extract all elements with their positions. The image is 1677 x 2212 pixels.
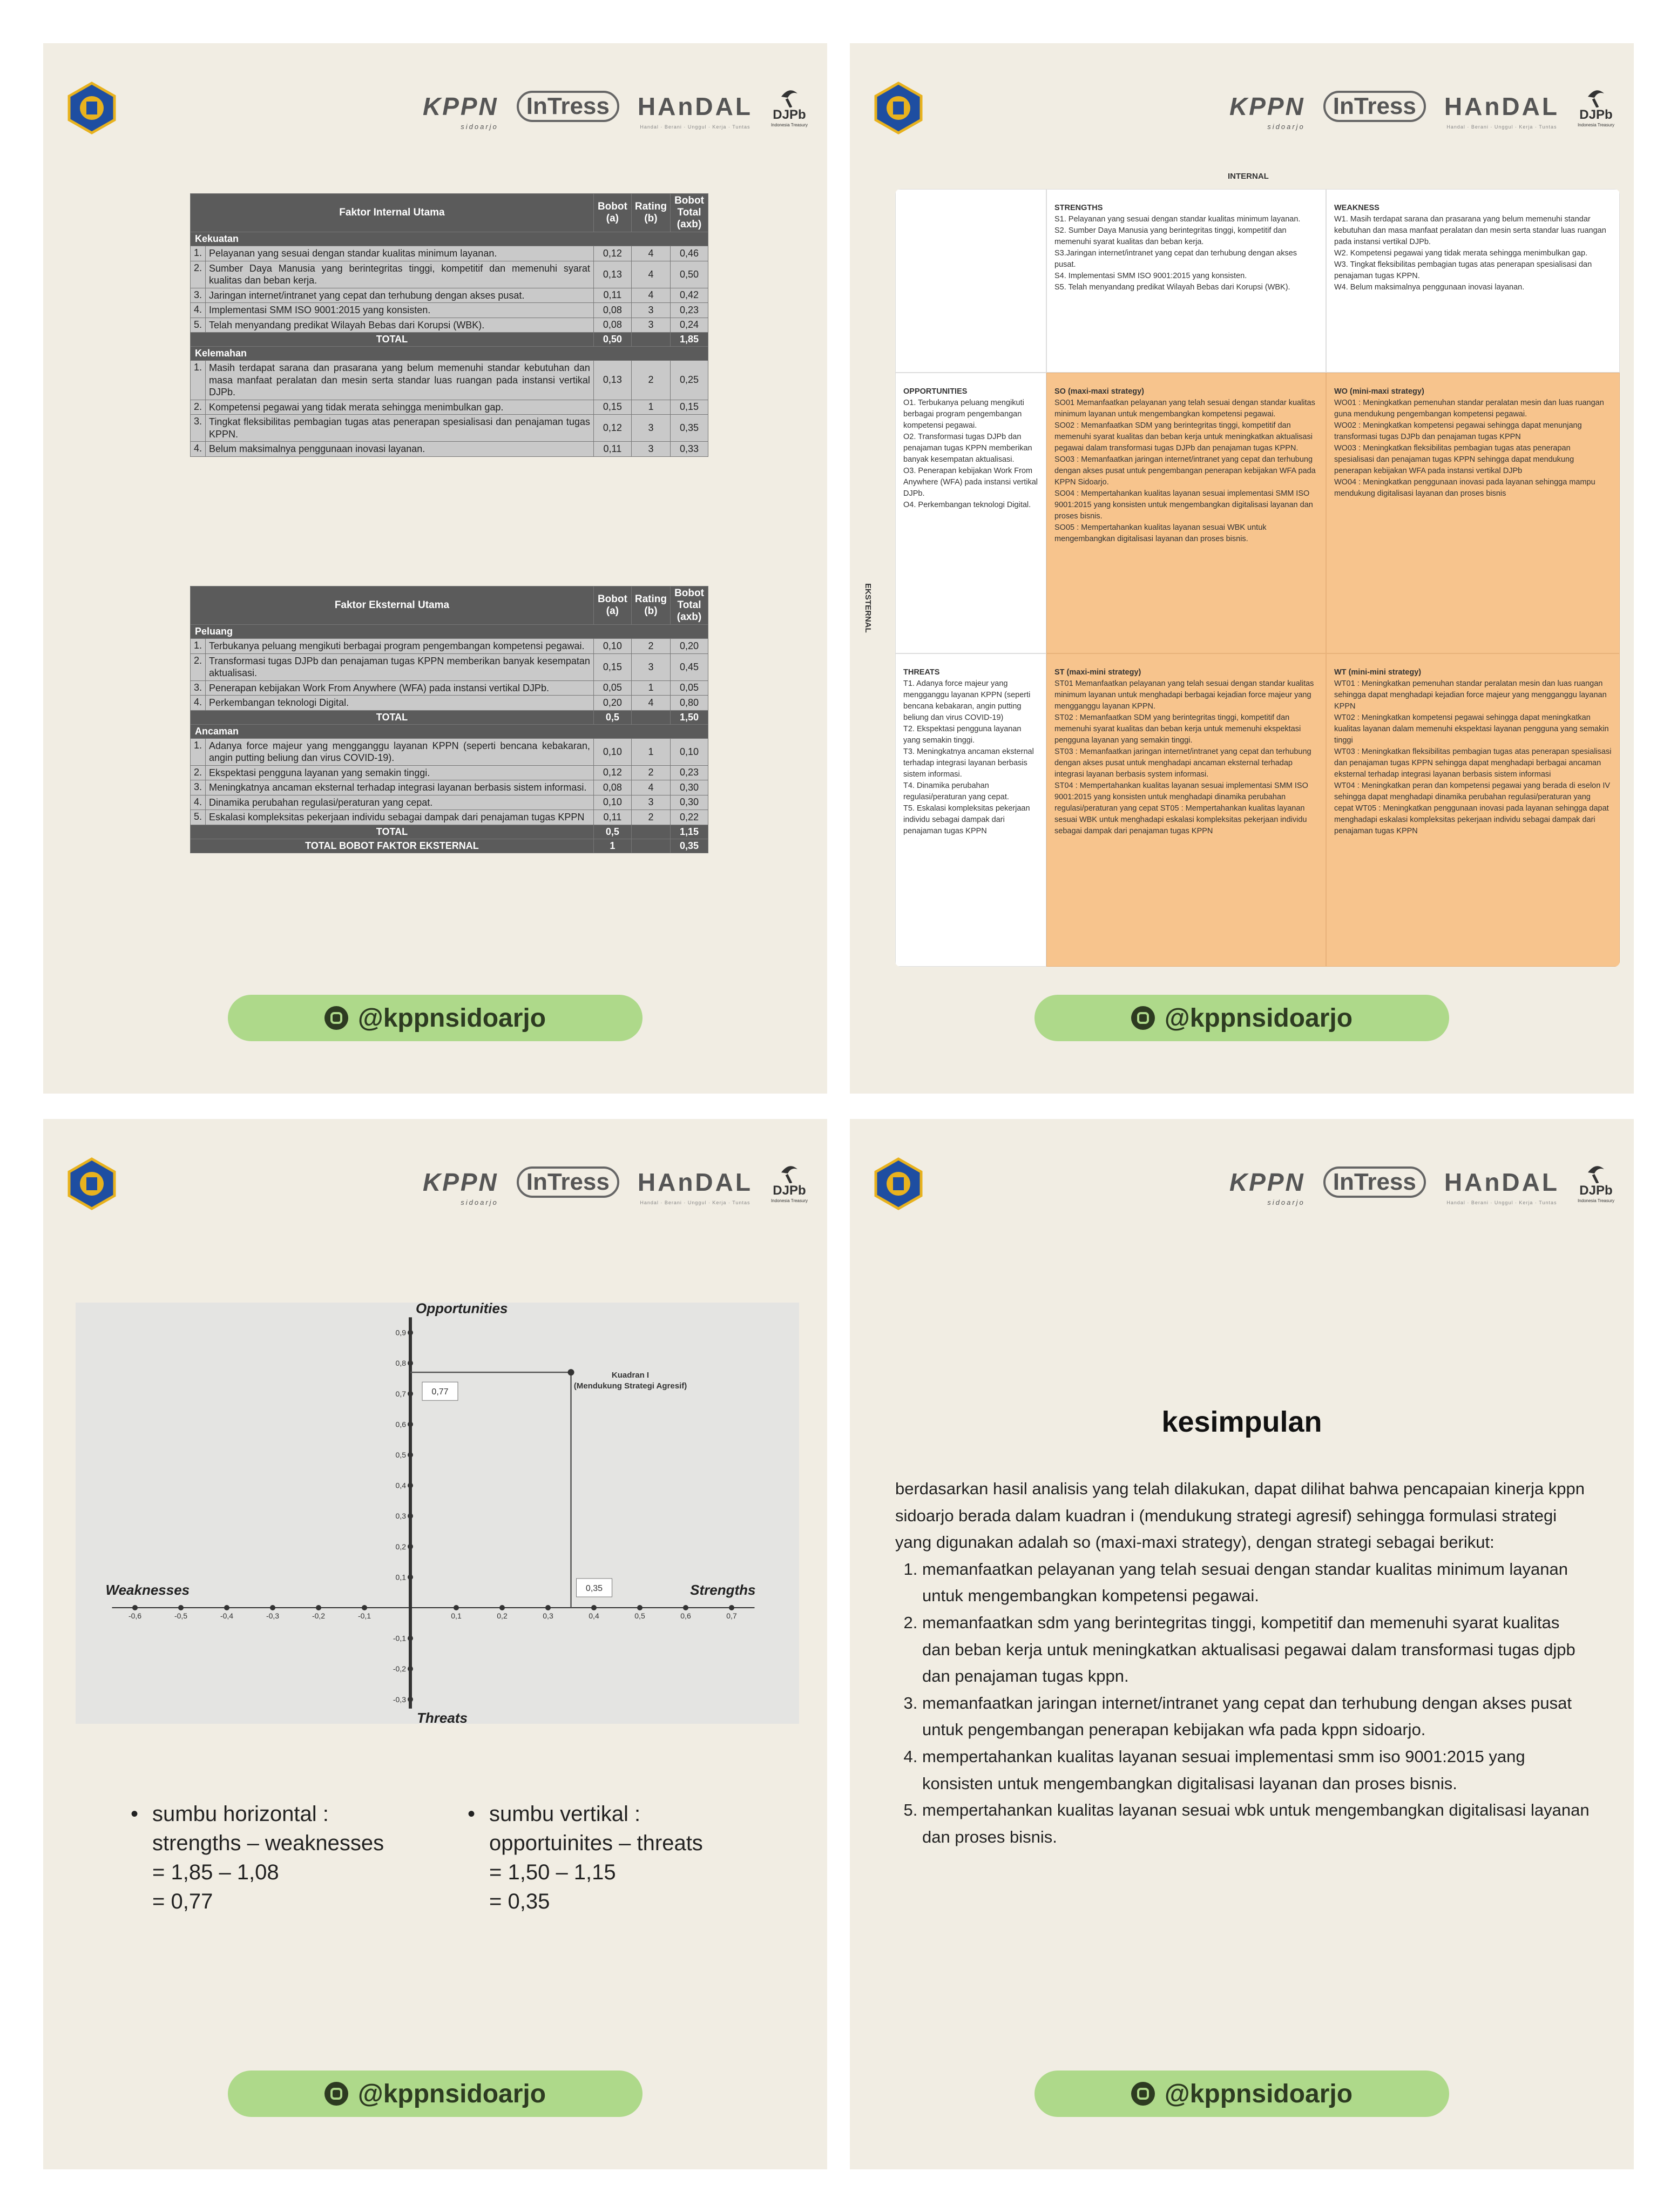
table-header: Bobot Total (axb) — [671, 586, 708, 625]
rating-cell: 1 — [631, 738, 670, 765]
factor-text: Penerapan kebijakan Work From Anywhere (WFA) pada instansi vertikal DJPb. — [206, 680, 594, 696]
row-number: 1. — [191, 246, 206, 261]
weight-cell: 0,12 — [593, 765, 631, 780]
row-number: 1. — [191, 361, 206, 400]
slide-swot-diagram — [43, 1119, 827, 2169]
row-number: 2. — [191, 653, 206, 680]
factor-text: Eskalasi kompleksitas pekerjaan individu sebagai dampak dari penajaman tugas KPPN — [206, 810, 594, 825]
djpb-logo: DJPb Indonesia Treasury — [771, 86, 808, 127]
intress-logo: InTress — [1323, 1166, 1426, 1198]
rating-cell: 4 — [631, 246, 670, 261]
instagram-handle: @kppnsidoarjo — [357, 2079, 546, 2108]
instagram-handle: @kppnsidoarjo — [357, 1003, 546, 1033]
factor-text: Tingkat fleksibilitas pembagian tugas atas penerapan spesialisasi dan penajaman tugas KPPN. — [206, 415, 594, 442]
weight-cell: 0,15 — [593, 653, 631, 680]
data-point — [568, 1369, 574, 1375]
handal-logo: HAnDAL Handal · Berani · Unggul · Kerja · Tuntas — [637, 1168, 753, 1205]
weight-cell: 0,10 — [593, 738, 631, 765]
row-number: 3. — [191, 415, 206, 442]
kppn-logo: KPPN sidoarjo — [1229, 92, 1305, 131]
y-tick-mark — [408, 1544, 413, 1549]
vertical-axis-bullet — [468, 1799, 703, 1916]
conclusion-title: kesimpulan — [1161, 1406, 1322, 1438]
bullet-dot-icon: • — [468, 1802, 476, 1826]
list-item: 5. mempertahankan kualitas layanan sesuai wbk untuk mengembangkan digitalisasi layanan dan proses bisnis. — [922, 1797, 1592, 1850]
total-row — [191, 333, 708, 347]
slide-swot-matrix — [850, 43, 1634, 1094]
table-row — [191, 303, 708, 318]
y-tick-mark — [408, 1391, 413, 1397]
row-number: 5. — [191, 810, 206, 825]
rating-cell: 3 — [631, 415, 670, 442]
rating-cell: 4 — [631, 288, 670, 303]
factor-text: Implementasi SMM ISO 9001:2015 yang konsisten. — [206, 303, 594, 318]
bullet-line: strengths – weaknesses — [152, 1831, 384, 1855]
instagram-handle-badge[interactable] — [228, 995, 643, 1041]
x-tick-label: -0,6 — [128, 1611, 142, 1620]
weighted-score-cell: 0,10 — [671, 738, 708, 765]
instagram-handle-badge[interactable] — [1034, 995, 1449, 1041]
rating-cell: 3 — [631, 795, 670, 810]
conclusion-intro: berdasarkan hasil analisis yang telah dilakukan, dapat dilihat bahwa pencapaian kinerja kppn sidoarjo berada dalam kuadran i (mendukung strategi agresif) sehingga formulasi strategi yang digunakan adalah so (maxi-maxi strategy), dengan strategi sebagai berikut: — [895, 1479, 1585, 1552]
intress-logo: InTress — [517, 91, 619, 122]
y-tick-label: 0,9 — [395, 1328, 406, 1337]
total-weight: 0,50 — [593, 333, 631, 347]
y-tick-mark — [408, 1513, 413, 1519]
list-item: 3. memanfaatkan jaringan internet/intranet yang cepat dan terhubung dengan akses pusat untuk pengembangan penerapan kebijakan wfa pada kppn sidoarjo. — [922, 1690, 1592, 1743]
partner-logos — [1229, 77, 1614, 136]
rating-cell: 3 — [631, 653, 670, 680]
intress-logo: InTress — [1323, 91, 1426, 122]
table-row — [191, 765, 708, 780]
slide-conclusion — [850, 1119, 1634, 2169]
header — [43, 1119, 827, 1211]
total-score: 1,15 — [671, 825, 708, 839]
weighted-score-cell: 0,30 — [671, 795, 708, 810]
total-rating — [631, 825, 670, 839]
total-rating — [631, 839, 670, 853]
x-tick-mark — [683, 1605, 688, 1610]
djpb-mark-icon — [1583, 86, 1610, 107]
y-tick-label: 0,8 — [395, 1359, 406, 1368]
rating-cell: 1 — [631, 680, 670, 696]
bullet-line: = 1,85 – 1,08 — [152, 1860, 279, 1884]
x-tick-label: 0,7 — [726, 1611, 737, 1620]
y-tick-label: 0,5 — [395, 1451, 406, 1459]
total-weight: 1 — [593, 839, 631, 853]
ministry-emblem-icon — [871, 81, 925, 135]
weight-cell: 0,11 — [593, 810, 631, 825]
factor-text: Transformasi tugas DJPb dan penajaman tugas KPPN memberikan banyak kesempatan aktualisasi. — [206, 653, 594, 680]
factor-text: Kompetensi pegawai yang tidak merata sehingga menimbulkan gap. — [206, 400, 594, 415]
y-tick-label: -0,1 — [393, 1634, 406, 1643]
rating-cell: 3 — [631, 442, 670, 457]
table-row — [191, 738, 708, 765]
total-score: 1,85 — [671, 333, 708, 347]
weighted-score-cell: 0,22 — [671, 810, 708, 825]
y-tick-mark — [408, 1574, 413, 1580]
weighted-score-cell: 0,80 — [671, 696, 708, 711]
total-label: TOTAL — [191, 825, 594, 839]
table-row — [191, 400, 708, 415]
rating-cell: 2 — [631, 639, 670, 654]
weighted-score-cell: 0,50 — [671, 261, 708, 288]
opportunities-cell: OPPORTUNITIES O1. Terbukanya peluang mengikuti berbagai program pengembangan kompetensi pegawai. O2. Transformasi tugas DJPb dan penajaman tugas KPPN memberikan banyak kesempatan aktualisasi. O3. Penerapan kebijakan Work From Anywhere (WFA) pada instansi vertikal DJPb. O4. Perkembangan teknologi Digital. — [895, 373, 1046, 653]
kppn-logo: KPPN sidoarjo — [1229, 1168, 1305, 1206]
table-row — [191, 795, 708, 810]
internal-factors-table — [190, 193, 708, 457]
instagram-icon — [324, 2082, 348, 2106]
rating-cell: 3 — [631, 318, 670, 333]
weight-cell: 0,08 — [593, 780, 631, 795]
so-strategy-cell: SO (maxi-maxi strategy) SO01 Memanfaatkan pelayanan yang telah sesuai dengan standar kualitas minimum layanan untuk mengembangkan kompetensi pegawai. SO02 : Memanfaatkan SDM yang berintegritas tinggi, kompetitif dan memenuhi syarat kualitas dan beban kerja untuk meningkatkan aktualisasi pegawai dalam transformasi tugas DJPb dan penajaman tugas KPPN. SO03 : Memanfaatkan jaringan internet/intranet yang cepat dan terhubung dengan akses pusat untuk pengembangan penerapan kebijakan WFA pada KPPN Sidoarjo. SO04 : Mempertahankan kualitas layanan sesuai implementasi SMM ISO 9001:2015 yang konsisten untuk mengembangkan digitalisasi layanan dan proses bisnis. SO05 : Mempertahankan kualitas layanan sesuai WBK untuk mengembangkan digitalisasi layanan dan proses bisnis. — [1046, 373, 1326, 653]
list-item: 1. memanfaatkan pelayanan yang telah sesuai dengan standar kualitas minimum layanan untuk mengembangkan kompetensi pegawai. — [922, 1556, 1592, 1609]
weighted-score-cell: 0,45 — [671, 653, 708, 680]
weighted-score-cell: 0,15 — [671, 400, 708, 415]
x-tick-mark — [499, 1605, 505, 1610]
factor-text: Belum maksimalnya penggunaan inovasi layanan. — [206, 442, 594, 457]
section-row — [191, 724, 708, 738]
list-item: 4. mempertahankan kualitas layanan sesuai implementasi smm iso 9001:2015 yang konsisten untuk mengembangkan digitalisasi layanan dan proses bisnis. — [922, 1743, 1592, 1797]
djpb-mark-icon — [776, 86, 803, 107]
section-row — [191, 232, 708, 246]
weight-cell: 0,11 — [593, 288, 631, 303]
external-factors-table — [190, 586, 708, 853]
bullet-line: opportuinites – threats — [489, 1831, 703, 1855]
x-tick-label: 0,4 — [589, 1611, 599, 1620]
wt-strategy-cell: WT (mini-mini strategy) WT01 : Meningkatkan pemenuhan standar peralatan mesin dan luas ruangan sehingga dapat menghadapi kejadian force majeur yang mengganggu layanan KPPN WT02 : Meningkatkan kompetensi pegawai sehingga dapat meningkatkan kualitas layanan dalam memenuhi ekspektasi layanan pengguna yang semakin tinggi WT03 : Meningkatkan fleksibilitas pembagian tugas atas penerapan spesialisasi dan penajaman tugas KPPN sehingga dapat menghadapi berbagai ancaman eksternal terhadap integrasi layanan berbasis sistem informasi WT04 : Meningkatkan peran dan kompetensi pegawai yang berada di eselon IV sehingga dapat menghadapi dinamika perubahan regulasi/peraturan yang cepat WT05 : Meningkatkan penggunaan inovasi pada layanan sehingga dapat menghadapi eskalasi kompleksitas pekerjaan individu sebagai dampak dari penajaman tugas KPPN — [1326, 653, 1620, 967]
djpb-logo: DJPb Indonesia Treasury — [1578, 86, 1614, 127]
rating-cell: 2 — [631, 810, 670, 825]
x-tick-mark — [591, 1605, 597, 1610]
y-tick-mark — [408, 1697, 413, 1702]
weight-cell: 0,13 — [593, 361, 631, 400]
x-tick-label: -0,2 — [312, 1611, 326, 1620]
total-row — [191, 825, 708, 839]
y-tick-mark — [408, 1452, 413, 1458]
table-row — [191, 361, 708, 400]
total-rating — [631, 333, 670, 347]
swot-quadrant-chart — [76, 1303, 799, 1724]
slide-internal-external-tables — [43, 43, 827, 1094]
table-row — [191, 639, 708, 654]
row-number: 2. — [191, 400, 206, 415]
st-strategy-cell: ST (maxi-mini strategy) ST01 Memanfaatkan pelayanan yang telah sesuai dengan standar kualitas minimum layanan untuk menghadapi berbagai kejadian force majeur yang mengganggu layanan KPPN. ST02 : Memanfaatkan SDM yang berintegritas tinggi, kompetitif dan memenuhi syarat kualitas dan beban kerja untuk memenuhi ekspektasi pengguna layanan yang semakin tinggi. ST03 : Memanfaatkan jaringan internet/intranet yang cepat dan terhubung dengan akses pusat untuk menghadapi ancaman eksternal terhadap integrasi layanan berbasis system informasi. ST04 : Mempertahankan kualitas layanan sesuai implementasi SMM ISO 9001:2015 yang konsisten untuk menghadapi dinamika perubahan regulasi/peraturan yang cepat ST05 : Mempertahankan kualitas layanan sesuai WBK untuk menghadapi eskalasi kompleksitas pekerjaan individu sebagai dampak dari penajaman tugas KPPN — [1046, 653, 1326, 967]
rating-cell: 4 — [631, 780, 670, 795]
total-label: TOTAL — [191, 333, 594, 347]
list-item: 2. memanfaatkan sdm yang berintegritas tinggi, kompetitif dan memenuhi syarat kualitas dan beban kerja untuk meningkatkan aktualisasi pegawai dalam transformasi tugas djpb dan penajaman tugas kppn. — [922, 1609, 1592, 1690]
total-score: 0,35 — [671, 839, 708, 853]
section-label: Ancaman — [191, 724, 708, 738]
ministry-emblem-icon — [871, 1157, 925, 1211]
x-tick-label: 0,3 — [543, 1611, 553, 1620]
x-tick-label: -0,4 — [220, 1611, 234, 1620]
rating-cell: 4 — [631, 261, 670, 288]
row-number: 4. — [191, 303, 206, 318]
x-tick-mark — [729, 1605, 734, 1610]
threats-cell: THREATS T1. Adanya force majeur yang mengganggu layanan KPPN (seperti bencana kebakaran, angin putting beliung dan virus COVID-19) T2. Ekspektasi pengguna layanan yang semakin tinggi. T3. Meningkatnya ancaman eksternal terhadap integrasi layanan berbasis sistem informasi. T4. Dinamika perubahan regulasi/peraturan yang cepat. T5. Eskalasi kompleksitas pekerjaan individu sebagai dampak dari penajaman tugas KPPN — [895, 653, 1046, 967]
matrix-corner — [895, 189, 1046, 373]
y-negative-label: Threats — [417, 1709, 468, 1724]
strengths-cell: STRENGTHS S1. Pelayanan yang sesuai dengan standar kualitas minimum layanan. S2. Sumber Daya Manusia yang berintegritas tinggi, kompetitif dan memenuhi syarat kualitas dan beban kerja. S3.Jaringan internet/intranet yang cepat dan terhubung dengan akses pusat. S4. Implementasi SMM ISO 9001:2015 yang konsisten. S5. Telah menyandang predikat Wilayah Bebas dari Korupsi (WBK). — [1046, 189, 1326, 373]
weight-cell: 0,20 — [593, 696, 631, 711]
table-header: Bobot Total (axb) — [671, 194, 708, 232]
row-number: 1. — [191, 639, 206, 654]
row-number: 1. — [191, 738, 206, 765]
handal-logo: HAnDAL Handal · Berani · Unggul · Kerja · Tuntas — [1444, 92, 1559, 130]
kppn-logo: KPPN sidoarjo — [422, 1168, 498, 1206]
bullet-line: sumbu horizontal : — [152, 1802, 329, 1826]
x-tick-label: -0,1 — [357, 1611, 371, 1620]
table-row — [191, 261, 708, 288]
section-row — [191, 625, 708, 639]
weighted-score-cell: 0,30 — [671, 780, 708, 795]
weight-cell: 0,12 — [593, 415, 631, 442]
rating-cell: 2 — [631, 361, 670, 400]
weight-cell: 0,05 — [593, 680, 631, 696]
weighted-score-cell: 0,20 — [671, 639, 708, 654]
weighted-score-cell: 0,24 — [671, 318, 708, 333]
weight-cell: 0,11 — [593, 442, 631, 457]
row-number: 3. — [191, 288, 206, 303]
quadrant-label: (Mendukung Strategi Agresif) — [573, 1381, 687, 1391]
factor-text: Dinamika perubahan regulasi/peraturan yang cepat. — [206, 795, 594, 810]
row-number: 4. — [191, 442, 206, 457]
factor-text: Telah menyandang predikat Wilayah Bebas dari Korupsi (WBK). — [206, 318, 594, 333]
factor-text: Adanya force majeur yang mengganggu layanan KPPN (seperti bencana kebakaran, angin putting beliung dan virus COVID-19). — [206, 738, 594, 765]
rating-cell: 4 — [631, 696, 670, 711]
y-tick-mark — [408, 1330, 413, 1336]
weight-cell: 0,12 — [593, 246, 631, 261]
bullet-line: = 0,35 — [489, 1890, 550, 1913]
wo-strategy-cell: WO (mini-maxi strategy) WO01 : Meningkatkan pemenuhan standar peralatan mesin dan luas ruangan guna mendukung pengembangan kompetensi pegawai. WO02 : Meningkatkan kompetensi pegawai sehingga dapat menunjang transformasi tugas DJPb dan penajaman tugas KPPN WO03 : Meningkatkan fleksibilitas pembagian tugas atas penerapan spesialisasi dan penajaman tugas KPPN sehingga dapat mendukung penerapan kebijakan WFA pada instansi vertikal DJPb WO04 : Meningkatkan penggunaan inovasi pada layanan sehingga mampu mendukung digitalisasi layanan dan proses bisnis — [1326, 373, 1620, 653]
rating-cell: 2 — [631, 765, 670, 780]
weight-cell: 0,10 — [593, 795, 631, 810]
total-score: 1,50 — [671, 710, 708, 724]
ministry-emblem-icon — [65, 1157, 119, 1211]
table-header: Bobot (a) — [593, 586, 631, 625]
kppn-logo: KPPN sidoarjo — [422, 92, 498, 131]
internal-label: INTERNAL — [1228, 172, 1269, 181]
weighted-score-cell: 0,05 — [671, 680, 708, 696]
section-row — [191, 347, 708, 361]
y-tick-label: 0,4 — [395, 1481, 406, 1490]
instagram-icon — [1131, 2082, 1155, 2106]
y-tick-mark — [408, 1483, 413, 1488]
weighted-score-cell: 0,35 — [671, 415, 708, 442]
y-value-label: 0,77 — [431, 1387, 449, 1397]
weight-cell: 0,10 — [593, 639, 631, 654]
factor-text: Masih terdapat sarana dan prasarana yang belum memenuhi standar kebutuhan dan masa manfaat peralatan dan mesin serta standar luas ruangan pada instansi vertikal DJPb. — [206, 361, 594, 400]
instagram-handle: @kppnsidoarjo — [1164, 1003, 1353, 1033]
x-positive-label: Strengths — [690, 1582, 756, 1598]
x-tick-label: 0,2 — [497, 1611, 508, 1620]
x-tick-label: -0,3 — [266, 1611, 280, 1620]
table-header: Faktor Internal Utama — [191, 194, 594, 232]
y-tick-label: -0,3 — [393, 1695, 406, 1704]
total-label: TOTAL BOBOT FAKTOR EKSTERNAL — [191, 839, 594, 853]
table-row — [191, 810, 708, 825]
header — [850, 43, 1634, 135]
ministry-emblem-icon — [65, 81, 119, 135]
row-number: 5. — [191, 318, 206, 333]
y-tick-label: -0,2 — [393, 1664, 406, 1674]
total-row — [191, 839, 708, 853]
table-row — [191, 442, 708, 457]
instagram-icon — [1131, 1006, 1155, 1030]
external-label: EKSTERNAL — [863, 583, 873, 633]
instagram-handle: @kppnsidoarjo — [1164, 2079, 1353, 2108]
bullet-line: = 1,50 – 1,15 — [489, 1860, 616, 1884]
table-header: Bobot (a) — [593, 194, 631, 232]
y-tick-label: 0,2 — [395, 1542, 406, 1551]
chart-svg — [76, 1303, 799, 1724]
y-tick-label: 0,3 — [395, 1512, 406, 1521]
y-tick-mark — [408, 1636, 413, 1641]
table-row — [191, 780, 708, 795]
total-row — [191, 710, 708, 724]
partner-logos — [423, 1152, 808, 1212]
x-tick-label: 0,1 — [451, 1611, 462, 1620]
weighted-score-cell: 0,25 — [671, 361, 708, 400]
total-weight: 0,5 — [593, 825, 631, 839]
djpb-logo: DJPb Indonesia Treasury — [771, 1162, 808, 1203]
x-tick-mark — [454, 1605, 459, 1610]
x-tick-mark — [224, 1605, 229, 1610]
row-number: 3. — [191, 680, 206, 696]
djpb-mark-icon — [1583, 1162, 1610, 1183]
x-tick-mark — [316, 1605, 321, 1610]
table-row — [191, 415, 708, 442]
weighted-score-cell: 0,42 — [671, 288, 708, 303]
partner-logos — [423, 77, 808, 136]
section-label: Peluang — [191, 625, 708, 639]
y-tick-label: 0,6 — [395, 1420, 406, 1429]
x-tick-label: -0,5 — [174, 1611, 188, 1620]
factor-text: Pelayanan yang sesuai dengan standar kualitas minimum layanan. — [206, 246, 594, 261]
weakness-cell: WEAKNESS W1. Masih terdapat sarana dan prasarana yang belum memenuhi standar kebutuhan dan masa manfaat peralatan dan mesin serta standar luas ruangan pada instansi vertikal DJPb. W2. Kompetensi pegawai yang tidak merata sehingga menimbulkan gap. W3. Tingkat fleksibilitas pembagian tugas atas penerapan spesialisasi dan penajaman tugas KPPN. W4. Belum maksimalnya penggunaan inovasi layanan. — [1326, 189, 1620, 373]
handal-logo: HAnDAL Handal · Berani · Unggul · Kerja · Tuntas — [637, 92, 753, 130]
instagram-handle-badge[interactable] — [1034, 2071, 1449, 2117]
x-negative-label: Weaknesses — [105, 1582, 190, 1598]
y-tick-mark — [408, 1360, 413, 1366]
weighted-score-cell: 0,46 — [671, 246, 708, 261]
x-tick-mark — [270, 1605, 275, 1610]
djpb-mark-icon — [776, 1162, 803, 1183]
total-rating — [631, 710, 670, 724]
partner-logos — [1229, 1152, 1614, 1212]
row-number: 2. — [191, 765, 206, 780]
factor-text: Perkembangan teknologi Digital. — [206, 696, 594, 711]
rating-cell: 1 — [631, 400, 670, 415]
header — [43, 43, 827, 135]
weight-cell: 0,13 — [593, 261, 631, 288]
table-row — [191, 246, 708, 261]
bullet-line: = 0,77 — [152, 1890, 213, 1913]
intress-logo: InTress — [517, 1166, 619, 1198]
weighted-score-cell: 0,33 — [671, 442, 708, 457]
row-number: 3. — [191, 780, 206, 795]
handal-logo: HAnDAL Handal · Berani · Unggul · Kerja · Tuntas — [1444, 1168, 1559, 1205]
factor-text: Ekspektasi pengguna layanan yang semakin tinggi. — [206, 765, 594, 780]
x-value-label: 0,35 — [585, 1584, 603, 1593]
factor-text: Sumber Daya Manusia yang berintegritas tinggi, kompetitif dan memenuhi syarat kualitas dan beban kerja. — [206, 261, 594, 288]
x-tick-mark — [178, 1605, 184, 1610]
row-number: 4. — [191, 696, 206, 711]
rating-cell: 3 — [631, 303, 670, 318]
factor-text: Jaringan internet/intranet yang cepat dan terhubung dengan akses pusat. — [206, 288, 594, 303]
strategy-list — [922, 1556, 1592, 1851]
row-number: 4. — [191, 795, 206, 810]
weight-cell: 0,08 — [593, 303, 631, 318]
x-tick-mark — [362, 1605, 367, 1610]
table-header: Rating (b) — [631, 194, 670, 232]
swot-matrix — [895, 189, 1620, 967]
header — [850, 1119, 1634, 1211]
x-tick-label: 0,5 — [634, 1611, 645, 1620]
x-tick-label: 0,6 — [680, 1611, 691, 1620]
conclusion-body — [895, 1475, 1592, 1850]
bullet-dot-icon: • — [131, 1802, 139, 1826]
x-tick-mark — [637, 1605, 643, 1610]
section-label: Kekuatan — [191, 232, 708, 246]
x-tick-mark — [132, 1605, 138, 1610]
y-positive-label: Opportunities — [416, 1303, 508, 1317]
row-number: 2. — [191, 261, 206, 288]
y-tick-label: 0,7 — [395, 1389, 406, 1398]
quadrant-label: Kuadran I — [611, 1371, 650, 1380]
table-header: Rating (b) — [631, 586, 670, 625]
table-row — [191, 288, 708, 303]
y-tick-label: 0,1 — [395, 1573, 406, 1582]
factor-text: Meningkatnya ancaman eksternal terhadap integrasi layanan berbasis sistem informasi. — [206, 780, 594, 795]
instagram-handle-badge[interactable] — [228, 2071, 643, 2117]
bullet-line: sumbu vertikal : — [489, 1802, 641, 1826]
total-weight: 0,5 — [593, 710, 631, 724]
y-tick-mark — [408, 1666, 413, 1671]
table-row — [191, 696, 708, 711]
table-row — [191, 680, 708, 696]
weighted-score-cell: 0,23 — [671, 303, 708, 318]
x-tick-mark — [545, 1605, 551, 1610]
instagram-icon — [324, 1006, 348, 1030]
table-header: Faktor Eksternal Utama — [191, 586, 594, 625]
horizontal-axis-bullet — [131, 1799, 384, 1916]
section-label: Kelemahan — [191, 347, 708, 361]
weighted-score-cell: 0,23 — [671, 765, 708, 780]
weight-cell: 0,08 — [593, 318, 631, 333]
table-row — [191, 653, 708, 680]
total-label: TOTAL — [191, 710, 594, 724]
y-tick-mark — [408, 1421, 413, 1427]
factor-text: Terbukanya peluang mengikuti berbagai program pengembangan kompetensi pegawai. — [206, 639, 594, 654]
weight-cell: 0,15 — [593, 400, 631, 415]
table-row — [191, 318, 708, 333]
djpb-logo: DJPb Indonesia Treasury — [1578, 1162, 1614, 1203]
